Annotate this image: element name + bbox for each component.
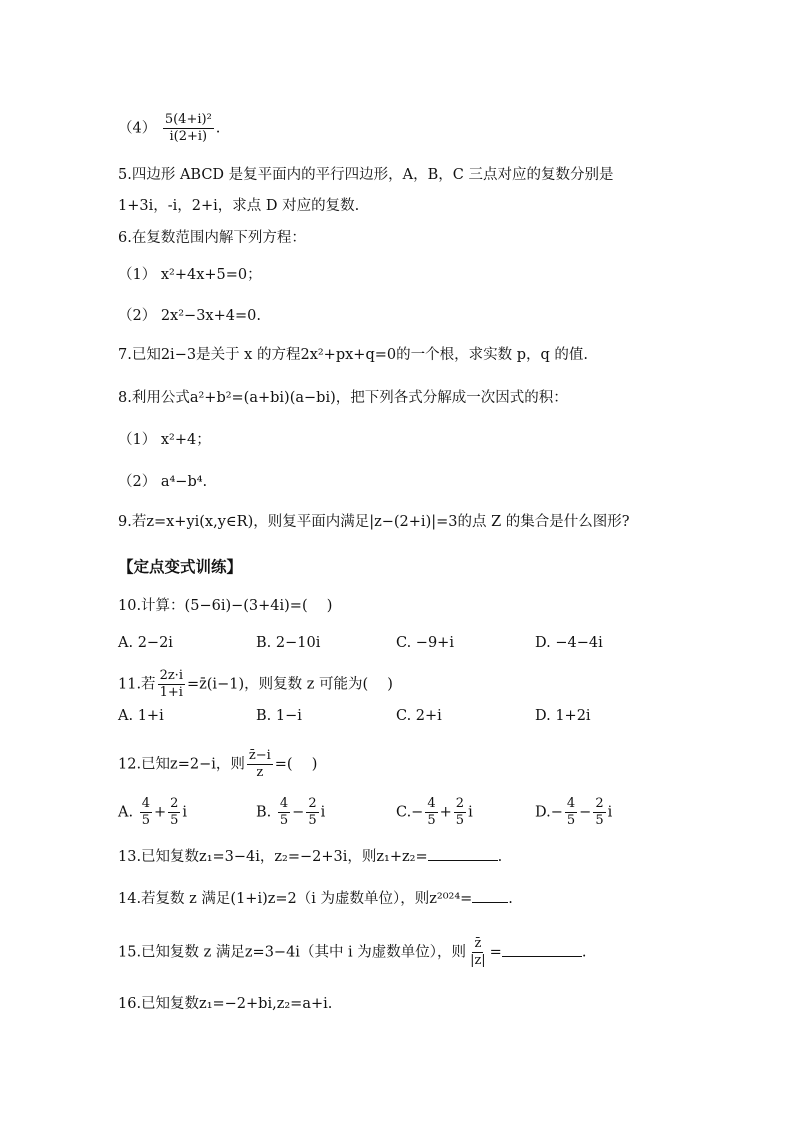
q6-item1: （1） x²+4x+5=0； xyxy=(118,267,262,283)
fraction-denominator: 1+i xyxy=(159,685,183,700)
q4-item4-label: （4） xyxy=(118,120,157,137)
fraction-numerator: 2z·i xyxy=(159,668,183,683)
q11-option-a: A. 1+i xyxy=(118,708,164,724)
q14-text xyxy=(118,888,513,909)
fraction-numerator: 4 xyxy=(279,796,289,811)
fraction-numerator: 2 xyxy=(595,796,604,811)
q11-option-c: C. 2+i xyxy=(396,708,442,724)
q11-fraction xyxy=(158,668,185,701)
fraction xyxy=(425,796,437,829)
q7-text: 7.已知2i−3是关于 x 的方程2x²+px+q=0的一个根，求实数 p，q 的值. xyxy=(118,347,588,363)
option-letter: D.− xyxy=(535,804,563,821)
q15-fraction xyxy=(468,936,488,969)
fraction-numerator: 2 xyxy=(455,796,465,811)
imag-unit: i xyxy=(607,804,613,821)
fraction-numerator: 4 xyxy=(566,796,576,811)
fraction-numerator: 5(4+i)² xyxy=(164,112,212,127)
fraction xyxy=(593,796,605,829)
fraction-denominator: 5 xyxy=(308,813,317,828)
fraction xyxy=(140,796,152,829)
q15-prefix: 15.已知复数 z 满足z=3−4i（其中 i 为虚数单位），则 xyxy=(118,944,467,961)
q10-option-c: C. −9+i xyxy=(396,635,454,651)
q11-option-d: D. 1+2i xyxy=(535,708,591,724)
q9-text: 9.若z=x+yi(x,y∈R)，则复平面内满足|z−(2+i)|=3的点 Z 的集合是什么图形? xyxy=(118,514,630,530)
fraction-numerator: 2 xyxy=(308,796,317,811)
q13-stem: 13.已知复数z₁=3−4i，z₂=−2+3i，则z₁+z₂= xyxy=(118,849,428,865)
q15-suffix: = xyxy=(489,944,502,961)
q8-stem: 8.利用公式a²+b²=(a+bi)(a−bi)，把下列各式分解成一次因式的积： xyxy=(118,390,568,406)
fraction xyxy=(565,796,577,829)
q13-text xyxy=(118,846,502,867)
q12-option-a xyxy=(118,796,187,829)
q10-stem: 10.计算：(5−6i)−(3+4i)=( ) xyxy=(118,598,333,614)
q11-prefix: 11.若 xyxy=(118,676,156,693)
q4-item4-tail: . xyxy=(215,120,221,137)
fraction-denominator: 5 xyxy=(566,813,576,828)
imag-unit: i xyxy=(468,804,473,821)
fraction xyxy=(306,796,318,829)
q14-stem: 14.若复数 z 满足(1+i)z=2（i 为虚数单位），则z²⁰²⁴= xyxy=(118,891,473,907)
q11-option-b: B. 1−i xyxy=(256,708,302,724)
fraction-denominator: z xyxy=(256,765,264,780)
option-letter: A. xyxy=(118,804,134,821)
q5-line2: 1+3i，-i，2+i，求点 D 对应的复数. xyxy=(118,198,360,214)
q11-stem xyxy=(118,668,393,701)
operator: + xyxy=(153,804,167,821)
q4-item4-fraction xyxy=(163,112,214,145)
q12-prefix: 12.已知z=2−i，则 xyxy=(118,756,245,773)
q12-stem xyxy=(118,748,317,781)
q8-item1: （1） x²+4； xyxy=(118,432,211,448)
fraction xyxy=(454,796,466,829)
q12-option-b xyxy=(256,796,325,829)
q15-text xyxy=(118,936,586,969)
fraction xyxy=(278,796,290,829)
fraction-numerator: 4 xyxy=(141,796,150,811)
fraction-denominator: 5 xyxy=(141,813,150,828)
answer-blank[interactable] xyxy=(502,942,582,957)
fraction-denominator: 5 xyxy=(427,813,436,828)
fraction-numerator: z̄ xyxy=(474,936,482,951)
imag-unit: i xyxy=(182,804,188,821)
fraction-numerator: 4 xyxy=(427,796,436,811)
q6-stem: 6.在复数范围内解下列方程： xyxy=(118,230,306,246)
operator: + xyxy=(439,804,452,821)
section-title: 【定点变式训练】 xyxy=(118,558,243,576)
q10-option-b: B. 2−10i xyxy=(256,635,321,651)
fraction-denominator: 5 xyxy=(279,813,289,828)
option-letter: C.− xyxy=(396,804,424,821)
q12-option-c xyxy=(396,796,473,829)
operator: − xyxy=(292,804,305,821)
q14-tail: . xyxy=(508,891,513,907)
q10-option-d: D. −4−4i xyxy=(535,635,603,651)
q4-item4 xyxy=(118,112,220,145)
fraction-denominator: 5 xyxy=(170,813,179,828)
fraction xyxy=(168,796,180,829)
fraction-numerator: z̄−i xyxy=(248,748,271,763)
fraction-numerator: 2 xyxy=(170,796,179,811)
answer-blank[interactable] xyxy=(428,846,498,861)
q16-text: 16.已知复数z₁=−2+bi,z₂=a+i. xyxy=(118,996,333,1012)
q6-item2: （2） 2x²−3x+4=0. xyxy=(118,308,261,324)
q10-option-a: A. 2−2i xyxy=(118,635,173,651)
q8-item2: （2） a⁴−b⁴. xyxy=(118,474,208,490)
answer-blank[interactable] xyxy=(472,888,508,903)
q12-suffix: =( ) xyxy=(274,756,318,773)
q11-suffix: =z̄(i−1)，则复数 z 可能为( ) xyxy=(186,676,393,693)
fraction-denominator: 5 xyxy=(455,813,465,828)
q15-tail: . xyxy=(581,944,587,961)
fraction-denominator: |z| xyxy=(470,953,486,968)
imag-unit: i xyxy=(320,804,326,821)
q12-option-d xyxy=(535,796,612,829)
fraction-denominator: 5 xyxy=(595,813,604,828)
q13-tail: . xyxy=(497,849,503,865)
option-letter: B. xyxy=(256,804,272,821)
operator: − xyxy=(579,804,592,821)
q5-line1: 5.四边形 ABCD 是复平面内的平行四边形，A，B，C 三点对应的复数分别是 xyxy=(118,167,614,183)
q12-fraction xyxy=(247,748,273,781)
fraction-denominator: i(2+i) xyxy=(169,129,208,144)
